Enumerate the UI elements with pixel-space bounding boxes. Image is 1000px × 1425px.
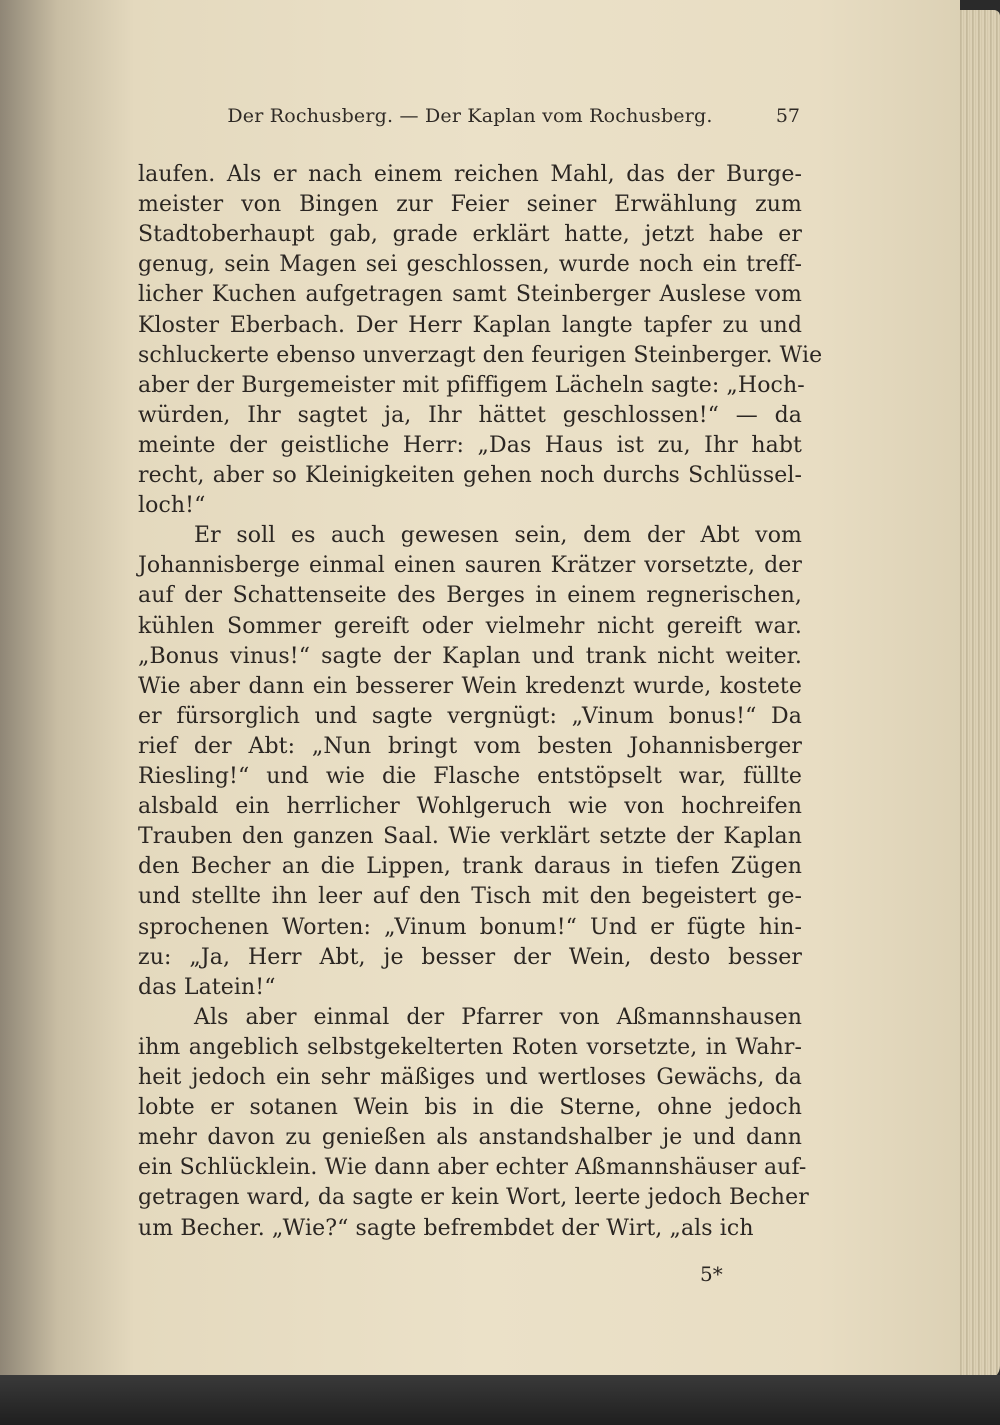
bottom-background [0, 1375, 1000, 1425]
text-line: den Becher an die Lippen, trank daraus in tiefen Zügen [138, 854, 802, 880]
text-line: getragen ward, da sagte er kein Wort, leerte jedoch Becher [138, 1185, 809, 1211]
text-line: aber der Burgemeister mit pfiffigem Lächeln sagte: „Hoch- [138, 372, 805, 398]
text-line: ihm angeblich selbstgekelterten Roten vorsetzte, in Wahr- [138, 1034, 802, 1060]
text-line: er fürsorglich und sagte vergnügt: „Vinum bonus!“ Da [138, 703, 802, 729]
text-line: kühlen Sommer gereift oder vielmehr nicht gereift war. [138, 613, 802, 639]
text-line: um Becher. „Wie?“ sagte befrembdet der Wirt, „als ich [138, 1215, 754, 1241]
text-line: Als aber einmal der Pfarrer von Aßmannshausen [194, 1004, 802, 1030]
text-line: ein Schlücklein. Wie dann aber echter Aßmannshäuser auf- [138, 1155, 807, 1181]
text-line: meinte der geistliche Herr: „Das Haus ist zu, Ihr habt [138, 432, 802, 458]
text-line: Riesling!“ und wie die Flasche entstöpselt war, füllte [138, 764, 802, 789]
text-line: und stellte ihn leer auf den Tisch mit den begeistert ge- [138, 884, 802, 910]
text-line: lobte er sotanen Wein bis in die Sterne, ohne jedoch [138, 1095, 802, 1121]
text-line: schluckerte ebenso unverzagt den feurigen Steinberger. Wie [138, 342, 823, 368]
running-header [138, 101, 802, 135]
text-line: laufen. Als er nach einem reichen Mahl, das der Burge- [138, 162, 802, 187]
text-line: zu: „Ja, Herr Abt, je besser der Wein, desto besser [138, 944, 802, 970]
text-line: Er soll es auch gewesen sein, dem der Abt vom [194, 523, 802, 549]
text-line: Kloster Eberbach. Der Herr Kaplan langte tapfer zu und [138, 312, 802, 338]
text-line: sprochenen Worten: „Vinum bonum!“ Und er fügte hin- [138, 914, 802, 940]
text-line: meister von Bingen zur Feier seiner Erwählung zum [138, 192, 802, 218]
text-line: Johannisberge einmal einen sauren Krätzer vorsetzte, der [138, 553, 802, 579]
text-line: „Bonus vinus!“ sagte der Kaplan und trank nicht weiter. [138, 643, 802, 669]
page-number: 57 [775, 105, 800, 127]
text-line: Stadtoberhaupt gab, grade erklärt hatte, jetzt habe er [138, 222, 802, 248]
header-title: Der Rochusberg. — Der Kaplan vom Rochusberg. [227, 105, 713, 127]
text-line: heit jedoch ein sehr mäßiges und wertloses Gewächs, da [138, 1065, 802, 1090]
text-line: Wie aber dann ein besserer Wein kredenzt wurde, kostete [138, 673, 802, 699]
text-line: rief der Abt: „Nun bringt vom besten Johannisberger [138, 733, 802, 759]
text-line: mehr davon zu genießen als anstandshalber je und dann [138, 1125, 802, 1151]
text-line: auf der Schattenseite des Berges in einem regnerischen, [138, 583, 802, 609]
text-line: alsbald ein herrlicher Wohlgeruch wie von hochreifen [138, 794, 802, 820]
text-line: loch!“ [138, 493, 206, 519]
text-line: genug, sein Magen sei geschlossen, wurde noch ein treff- [138, 252, 802, 278]
text-line: recht, aber so Kleinigkeiten gehen noch durchs Schlüssel- [138, 463, 802, 488]
text-line: Trauben den ganzen Saal. Wie verklärt setzte der Kaplan [138, 824, 802, 850]
text-line: das Latein!“ [138, 974, 276, 1000]
text-line: würden, Ihr sagtet ja, Ihr hättet geschlossen!“ — da [138, 402, 802, 428]
signature-mark: 5* [700, 1262, 723, 1286]
text-line: licher Kuchen aufgetragen samt Steinberger Auslese vom [138, 282, 802, 308]
